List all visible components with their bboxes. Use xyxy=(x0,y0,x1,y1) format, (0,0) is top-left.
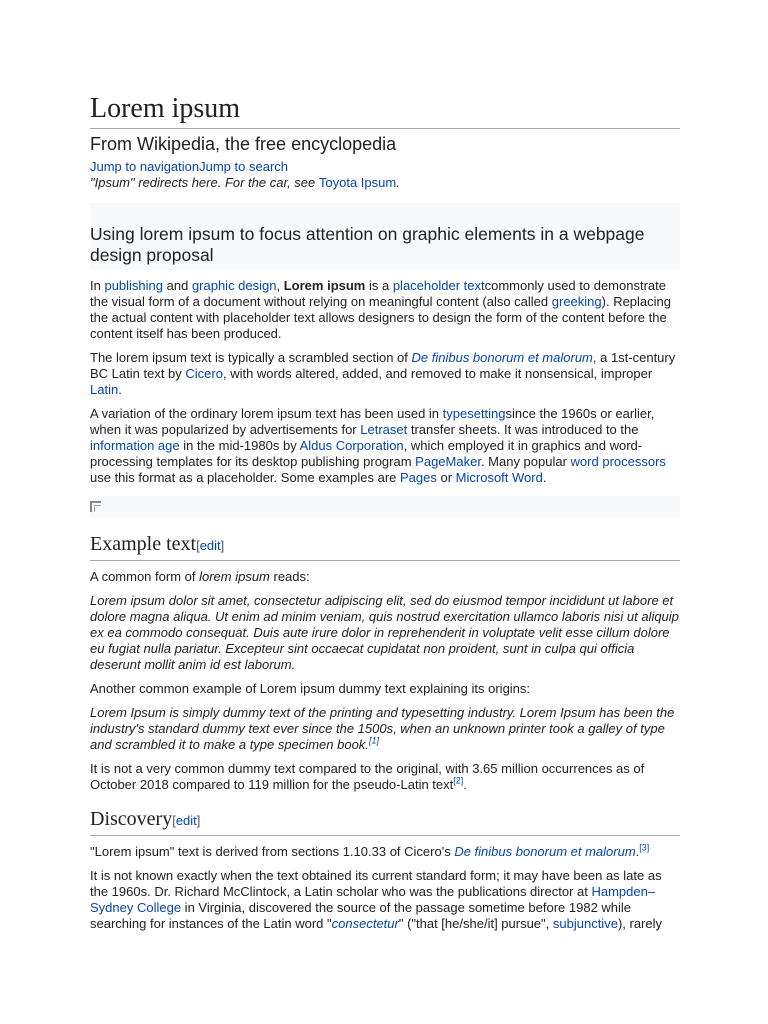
text: ), rarely xyxy=(617,916,662,931)
heading-text: Example text xyxy=(90,533,197,555)
lorem-quote: Lorem ipsum dolor sit amet, consectetur adipiscing elit, sed do eiusmod tempor incididunt ut labore et dolore magna aliqua. Ut enim ad minim veniam, quis nostrud exercitation ullamco laboris nisi ut aliquip ex ea commodo consequat. Duis aute irure dolor in reprehenderit in voluptate velit esse cillum dolore eu fugiat nulla pariatur. Excepteur sint occaecat cupidatat non proident, sunt in culpa qui officia deserunt mollit anim id est laborum. xyxy=(90,593,679,672)
discovery-paragraph-1 xyxy=(90,844,680,860)
text: since the 1960s or earlier, when it was popularized by advertisements for xyxy=(90,406,655,437)
example-paragraph-2: Another common example of Lorem ipsum dummy text explaining its origins: xyxy=(90,681,531,696)
quote-text: Lorem Ipsum is simply dummy text of the printing and typesetting industry. Lorem Ipsum has been the industry's standard dummy text ever since the 1500s, when an unknown printer took a galley of type and scrambled it to make a type specimen book. xyxy=(90,705,675,752)
text: In xyxy=(90,278,105,293)
edit-bracket-close: ] xyxy=(220,538,225,553)
latin-link[interactable]: Latin xyxy=(90,382,119,397)
letraset-link[interactable]: Letraset xyxy=(360,422,408,437)
site-tagline: From Wikipedia, the free encyclopedia xyxy=(90,134,397,154)
section-heading-example-text xyxy=(90,532,680,561)
jump-to-navigation-link[interactable]: Jump to navigation xyxy=(90,159,200,174)
text: . Many popular xyxy=(480,454,571,469)
image-caption: Using lorem ipsum to focus attention on graphic elements in a webpage design proposal xyxy=(90,224,645,265)
publishing-link[interactable]: publishing xyxy=(104,278,164,293)
subjunctive-link[interactable]: subjunctive xyxy=(552,916,618,931)
reference-1-link[interactable]: [1] xyxy=(368,735,379,746)
de-finibus-link[interactable]: De finibus bonorum et malorum xyxy=(411,350,593,365)
text: ). Replacing the actual content with placeholder text allows designers to design the form of the content before the content itself has been produced. xyxy=(90,294,672,341)
text: A variation of the ordinary lorem ipsum text has been used in xyxy=(90,406,443,421)
origin-quote xyxy=(90,705,680,753)
typesetting-link[interactable]: typesetting xyxy=(442,406,506,421)
section-heading-discovery xyxy=(90,807,680,836)
hatnote xyxy=(90,175,680,191)
intro-paragraph-2 xyxy=(90,350,680,398)
text: It is not known exactly when the text obtained its current standard form; it may have been as late as the 1960s. Dr. Richard McClintock, a Latin scholar who was the publications director at xyxy=(90,868,662,899)
toyota-ipsum-link[interactable]: Toyota Ipsum xyxy=(318,175,397,190)
text: A common form of xyxy=(90,569,200,584)
text: "Lorem ipsum" text is derived from sections 1.10.33 of Cicero's xyxy=(90,844,455,859)
hatnote-text: "Ipsum" redirects here. For the car, see xyxy=(90,175,319,190)
text: commonly used to demonstrate the visual form of a document without relying on meaningful content (also called xyxy=(90,278,666,309)
jump-to-search-link[interactable]: Jump to search xyxy=(199,159,288,174)
edit-bracket-open: [ xyxy=(196,538,200,553)
text: , which employed it in graphics and word-processing templates for its desktop publishing program xyxy=(90,438,643,469)
text: , a 1st-century BC Latin text by xyxy=(90,350,676,381)
consectetur-link[interactable]: consectetur xyxy=(331,916,399,931)
pages-link[interactable]: Pages xyxy=(400,470,437,485)
text: , with words altered, added, and removed to make it nonsensical, improper xyxy=(222,366,653,381)
italic-term: lorem ipsum xyxy=(199,569,270,584)
information-age-link[interactable]: information age xyxy=(90,438,180,453)
text: . xyxy=(635,844,640,859)
text: . xyxy=(542,470,547,485)
hatnote-end: . xyxy=(396,175,400,190)
text: transfer sheets. It was introduced to the xyxy=(407,422,639,437)
intro-paragraph-3 xyxy=(90,406,680,486)
text: " ("that [he/she/it] pursue", xyxy=(398,916,553,931)
intro-paragraph-1 xyxy=(90,278,680,342)
heading-text: Discovery xyxy=(90,808,173,830)
reference-2-link[interactable]: [2] xyxy=(453,775,464,786)
text: . xyxy=(118,382,122,397)
edit-bracket-open: [ xyxy=(172,813,176,828)
pagemaker-link[interactable]: PageMaker xyxy=(415,454,481,469)
text: in the mid-1980s by xyxy=(179,438,300,453)
greeking-link[interactable]: greeking xyxy=(551,294,602,309)
text: , xyxy=(276,278,284,293)
text: or xyxy=(436,470,456,485)
edit-bracket-close: ] xyxy=(196,813,201,828)
text: and xyxy=(163,278,192,293)
text: . xyxy=(463,777,467,792)
broken-image-icon xyxy=(90,501,101,512)
bold-term: Lorem ipsum xyxy=(283,278,366,293)
jump-links xyxy=(90,159,680,174)
word-processors-link[interactable]: word processors xyxy=(570,454,666,469)
edit-example-text-link[interactable]: edit xyxy=(199,538,221,553)
broken-image-placeholder[interactable] xyxy=(90,496,680,518)
discovery-paragraph-2 xyxy=(90,868,680,932)
text: reads: xyxy=(269,569,310,584)
cicero-link[interactable]: Cicero xyxy=(185,366,223,381)
aldus-corporation-link[interactable]: Aldus Corporation xyxy=(299,438,404,453)
text: It is not a very common dummy text compared to the original, with 3.65 million occurrences as of October 2018 compared to 119 million for the pseudo-Latin text xyxy=(90,761,645,792)
edit-discovery-link[interactable]: edit xyxy=(175,813,197,828)
example-paragraph-3 xyxy=(90,761,680,793)
reference-3-link[interactable]: [3] xyxy=(639,842,650,853)
graphic-design-link[interactable]: graphic design xyxy=(191,278,277,293)
article xyxy=(90,92,680,932)
text: use this format as a placeholder. Some examples are xyxy=(90,470,400,485)
hampden-sydney-link[interactable]: Hampden–Sydney College xyxy=(90,884,656,915)
page-title: Lorem ipsum xyxy=(90,92,680,129)
text: in Virginia, discovered the source of the passage sometime before 1982 while searching for instances of the Latin word " xyxy=(90,900,632,931)
image-caption-box xyxy=(90,203,680,270)
example-paragraph-1 xyxy=(90,569,680,585)
text: The lorem ipsum text is typically a scrambled section of xyxy=(90,350,412,365)
de-finibus-link-2[interactable]: De finibus bonorum et malorum xyxy=(454,844,636,859)
microsoft-word-link[interactable]: Microsoft Word xyxy=(455,470,543,485)
placeholder-text-link[interactable]: placeholder text xyxy=(392,278,485,293)
text: is a xyxy=(365,278,393,293)
